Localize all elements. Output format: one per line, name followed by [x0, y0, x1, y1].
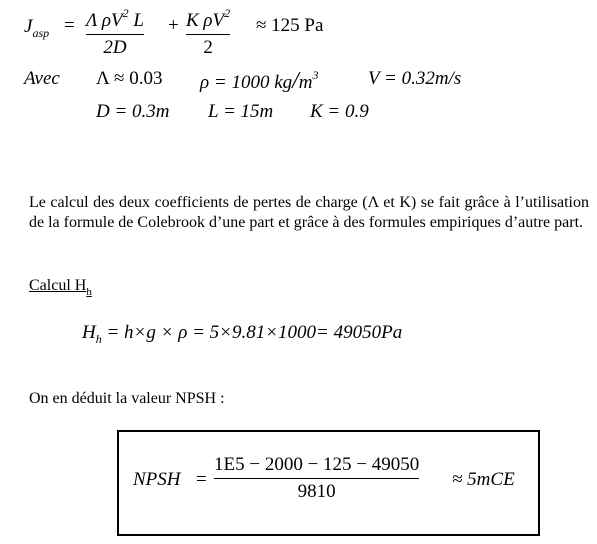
- eq1-fraction-2: [186, 2, 230, 59]
- avec-k: K = 0.9: [310, 101, 369, 122]
- eq1-frac2-num-a: K ρV: [186, 10, 225, 31]
- npsh-numerator: 1E5 − 2000 − 125 − 49050: [214, 454, 420, 475]
- fraction-bar: [186, 34, 230, 35]
- eq1-frac2-num-sup: 2: [224, 6, 231, 20]
- npsh-lhs: NPSH: [133, 469, 181, 490]
- eq1-frac1-num-a: Λ ρV: [86, 10, 123, 31]
- deduit-text: On en déduit la valeur NPSH :: [29, 390, 225, 407]
- calcul-heading-sub: h: [86, 286, 92, 298]
- avec-rho-unit: m: [298, 72, 313, 93]
- avec-label: Avec: [24, 68, 60, 89]
- fraction-bar: [86, 34, 144, 35]
- fraction-bar: [214, 478, 419, 479]
- npsh-result: ≈ 5mCE: [452, 469, 515, 490]
- avec-lambda: Λ ≈ 0.03: [96, 68, 163, 89]
- avec-l: L = 15m: [208, 101, 274, 122]
- eq2: [82, 322, 402, 347]
- eq2-lhs-main: H: [82, 322, 96, 343]
- eq1-frac2-numerator: [186, 2, 230, 32]
- eq1-plus: +: [168, 15, 179, 36]
- eq1-equals: =: [64, 15, 75, 36]
- calcul-heading: [29, 277, 92, 298]
- avec-v: V = 0.32m/s: [368, 68, 462, 89]
- eq1-frac2-denominator: 2: [203, 37, 213, 58]
- avec-rho-value: ρ = 1000 kg: [200, 72, 293, 93]
- avec-d: D = 0.3m: [96, 101, 170, 122]
- eq1-lhs: [24, 16, 49, 41]
- eq1-frac1-numerator: [86, 2, 144, 32]
- calcul-heading-main: Calcul H: [29, 277, 87, 294]
- eq2-lhs-sub: h: [95, 332, 102, 346]
- eq1-approx: ≈ 125 Pa: [256, 15, 324, 36]
- eq1-frac1-num-b: L: [128, 10, 144, 31]
- npsh-equals: =: [196, 469, 207, 490]
- eq1-lhs-sub: asp: [32, 26, 50, 40]
- body-paragraph: Le calcul des deux coefficients de pertes de charge (Λ et K) se fait grâce à l’utilisation de la formule de Colebrook d’une part et grâce à des formules empiriques d’autre part.: [29, 194, 589, 231]
- eq1-frac1-denominator: 2D: [103, 37, 127, 58]
- eq2-rhs: = h×g × ρ = 5×9.81×1000= 49050Pa: [106, 322, 403, 343]
- avec-rho-sup: 3: [312, 68, 319, 82]
- avec-rho-slash: /: [292, 68, 299, 94]
- npsh-denominator: 9810: [297, 481, 336, 502]
- eq1-lhs-main: J: [24, 16, 33, 37]
- eq1-fraction-1: [86, 2, 144, 59]
- npsh-fraction: [214, 454, 419, 503]
- eq1-frac1-num-sup: 2: [122, 6, 129, 20]
- avec-rho: [200, 68, 319, 95]
